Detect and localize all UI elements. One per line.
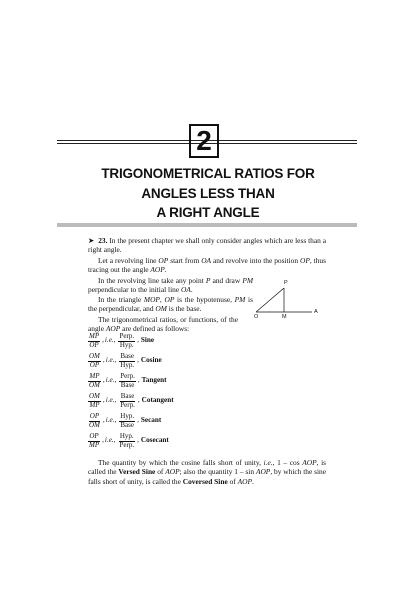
chapter-number: 2 <box>196 125 212 156</box>
chapter-number-box <box>189 124 219 158</box>
ratio-word-fraction: $\frac{\text{Perp.}}{\text{Hyp.}}$ <box>119 332 135 349</box>
chapter-title-line-3: A RIGHT ANGLE <box>156 205 260 220</box>
ratio-cosine: $\frac{OM}{OP}$ , i.e., $\frac{\text{Base}}{\text{Hyp.}}$ , Cosine <box>89 352 162 369</box>
ratio-sine: $\frac{MP}{OP}$ , i.e., $\frac{\text{Perp.}}{\text{Hyp.}}$ , Sine <box>89 332 155 349</box>
ratio-tangent: $\frac{MP}{OM}$ , i.e., $\frac{\text{Perp.}}{\text{Base}}$ , Tangent <box>89 372 167 389</box>
title-underline-bar <box>57 223 357 227</box>
ratio-fraction: $\frac{OP}{MP}$ <box>89 432 100 449</box>
ratio-word-fraction: $\frac{\text{Base}}{\text{Hyp.}}$ <box>120 352 135 369</box>
label-a: A <box>314 309 318 315</box>
ratio-word-fraction: $\frac{\text{Base}}{\text{Perp.}}$ <box>120 392 135 409</box>
ratio-fraction: $\frac{MP}{OP}$ <box>89 332 100 349</box>
term-versed-sine: Versed Sine <box>118 467 156 477</box>
paragraph-intro <box>88 236 326 255</box>
label-o: O <box>254 314 259 320</box>
chapter-title-line-1: TRIGONOMETRICAL RATIOS FOR <box>101 166 315 181</box>
paragraph-definitions-intro: The trigonometrical ratios, or functions, of the angle AOP are defined as follows: <box>88 315 238 334</box>
paragraph-point-p: In the revolving line take any point P and draw PM perpendicular to the initial line OA. <box>88 276 253 295</box>
section-number: 23. <box>98 236 108 245</box>
ratio-word-fraction: $\frac{\text{Perp.}}{\text{Base}}$ <box>120 372 135 389</box>
chapter-title-line-2: ANGLES LESS THAN <box>141 185 275 201</box>
ratio-name: Sine <box>140 336 155 345</box>
term-coversed-sine: Coversed Sine <box>182 476 228 486</box>
ratio-cotangent: $\frac{OM}{MP}$ , i.e., $\frac{\text{Base}}{\text{Perp.}}$ , Cotangent <box>89 392 174 409</box>
ratio-fraction: $\frac{OM}{MP}$ <box>89 392 100 409</box>
ratio-fraction: $\frac{OP}{OM}$ <box>89 412 100 429</box>
ratio-word-fraction: $\frac{\text{Hyp.}}{\text{Perp.}}$ <box>119 432 135 449</box>
ratio-fraction: $\frac{OM}{OP}$ <box>89 352 100 369</box>
triangle-diagram <box>252 280 322 322</box>
chapter-title <box>60 164 356 223</box>
ratio-name: Cosecant <box>140 436 169 445</box>
ratio-name: Tangent <box>141 376 167 385</box>
ratio-name: Cosine <box>140 356 162 365</box>
ratio-name: Cotangent <box>141 396 174 405</box>
paragraph-revolving-line: Let a revolving line OP start from OA and revolve into the position OP, thus tracing out the angle AOP. <box>88 256 326 275</box>
paragraph-triangle: In the triangle MOP, OP is the hypotenuse, PM is the perpendicular, and OM is the base. <box>88 295 253 314</box>
bullet-arrow-icon: ➤ <box>88 236 95 245</box>
ratio-cosecant: $\frac{OP}{MP}$ , i.e., $\frac{\text{Hyp.}}{\text{Perp.}}$ , Cosecant <box>89 432 169 449</box>
label-p: P <box>284 280 288 286</box>
ratio-word-fraction: $\frac{\text{Hyp.}}{\text{Base}}$ <box>120 412 135 429</box>
ratio-fraction: $\frac{MP}{OM}$ <box>89 372 100 389</box>
paragraph-versed-sine: The quantity by which the cosine falls short of unity, i.e., 1 – cos AOP, is called the Versed Sine of AOP; also the quantity 1 – sin AOP, by which the sine falls short of unity, is called the Coversed Sine of AOP. <box>88 458 327 486</box>
line-op <box>256 288 284 312</box>
ratio-name: Secant <box>140 416 162 425</box>
paragraph-intro-text: In the present chapter we shall only consider angles which are less than a right angle. <box>88 236 326 255</box>
ratio-secant: $\frac{OP}{OM}$ , i.e., $\frac{\text{Hyp.}}{\text{Base}}$ , Secant <box>89 412 162 429</box>
label-m: M <box>282 314 287 320</box>
